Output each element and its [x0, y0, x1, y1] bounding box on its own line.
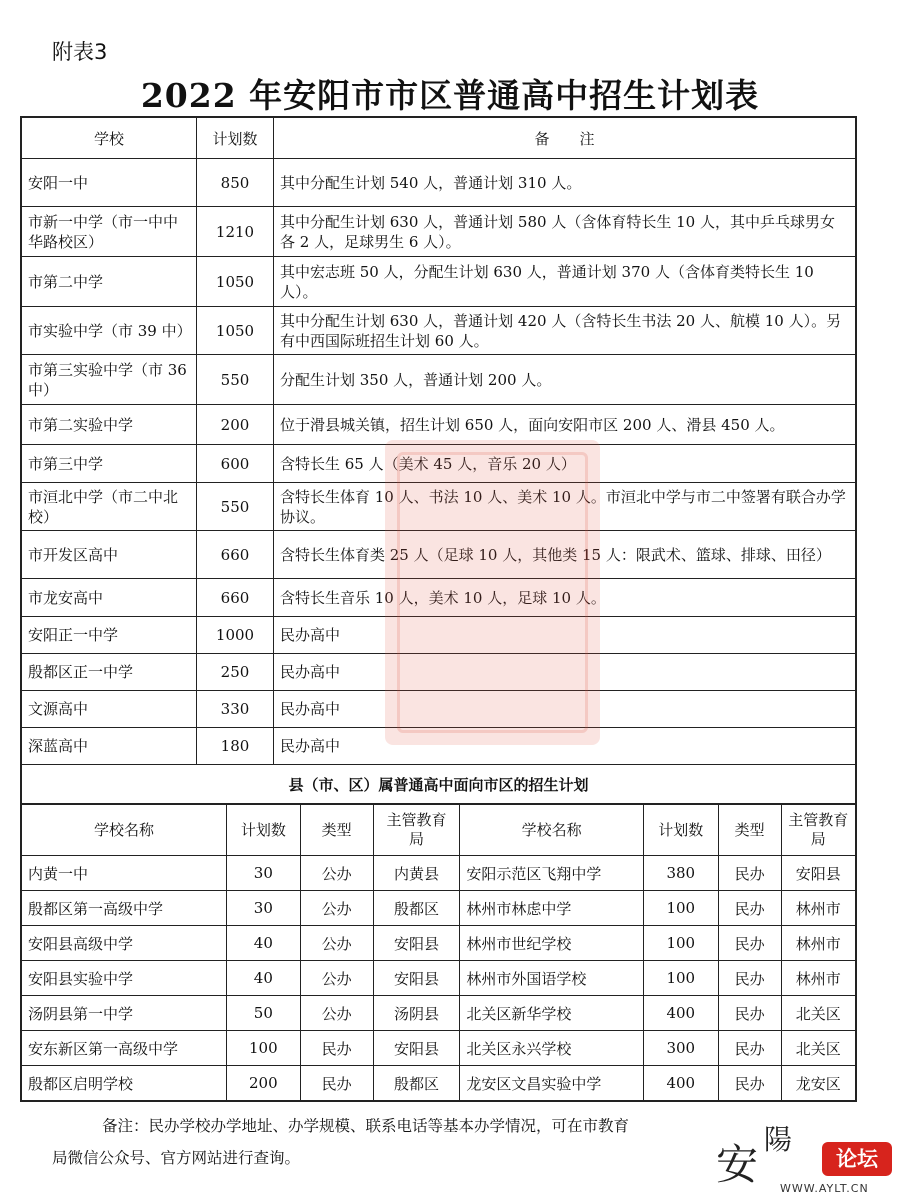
authority: 内黄县 — [373, 856, 460, 891]
plan-count: 660 — [197, 531, 274, 579]
table-row — [21, 1031, 856, 1066]
authority: 林州市 — [781, 926, 856, 961]
header-plan: 计划数 — [197, 117, 274, 159]
plan-count: 600 — [197, 445, 274, 483]
note: 分配生计划 350 人，普通计划 200 人。 — [274, 355, 857, 405]
plan-count: 1050 — [197, 307, 274, 355]
note: 含特长生 65 人（美术 45 人，音乐 20 人） — [274, 445, 857, 483]
section-title-row — [21, 765, 856, 805]
table-row — [21, 926, 856, 961]
table-row — [21, 483, 856, 531]
plan-count: 850 — [197, 159, 274, 207]
footer-line-2: 局微信公众号、官方网站进行查询。 — [52, 1149, 301, 1167]
school-type: 公办 — [300, 856, 373, 891]
plan-count: 1000 — [197, 617, 274, 654]
table-row — [21, 445, 856, 483]
note: 其中分配生计划 630 人，普通计划 580 人（含体育特长生 10 人，其中乒乓球男女各 2 人，足球男生 6 人）。 — [274, 207, 857, 257]
school-name: 安阳示范区飞翔中学 — [460, 856, 643, 891]
header-school-name-2: 学校名称 — [460, 805, 643, 856]
table-row — [21, 159, 856, 207]
school-name: 市新一中学（市一中中华路校区） — [21, 207, 197, 257]
authority: 殷都区 — [373, 1066, 460, 1102]
school-name: 深蓝高中 — [21, 728, 197, 765]
header-plan: 计划数 — [226, 805, 300, 856]
table-row — [21, 961, 856, 996]
plan-count: 250 — [197, 654, 274, 691]
section-title: 县（市、区）属普通高中面向市区的招生计划 — [21, 765, 856, 805]
school-type: 民办 — [718, 1031, 781, 1066]
plan-count: 100 — [643, 961, 718, 996]
plan-count: 330 — [197, 691, 274, 728]
school-type: 民办 — [718, 996, 781, 1031]
school-type: 公办 — [300, 926, 373, 961]
school-name: 市第二实验中学 — [21, 405, 197, 445]
table-row — [21, 307, 856, 355]
school-name: 安阳正一中学 — [21, 617, 197, 654]
plan-count: 40 — [226, 961, 300, 996]
plan-table-county — [20, 804, 857, 1102]
page-title: 2022 年安阳市市区普通高中招生计划表 — [140, 76, 760, 115]
school-name: 北关区新华学校 — [460, 996, 643, 1031]
watermark-url: WWW.AYLT.CN — [780, 1182, 869, 1195]
school-name: 市第二中学 — [21, 257, 197, 307]
watermark-forum-badge: 论坛 — [822, 1142, 892, 1176]
school-name: 北关区永兴学校 — [460, 1031, 643, 1066]
school-type: 公办 — [300, 961, 373, 996]
table-row — [21, 1066, 856, 1102]
school-name: 安东新区第一高级中学 — [21, 1031, 226, 1066]
school-name: 市开发区高中 — [21, 531, 197, 579]
header-plan-2: 计划数 — [643, 805, 718, 856]
plan-count: 200 — [197, 405, 274, 445]
header-authority: 主管教育局 — [373, 805, 460, 856]
school-type: 民办 — [300, 1066, 373, 1102]
school-name: 市实验中学（市 39 中） — [21, 307, 197, 355]
note: 其中分配生计划 540 人，普通计划 310 人。 — [274, 159, 857, 207]
header-school: 学校 — [21, 117, 197, 159]
plan-count: 200 — [226, 1066, 300, 1102]
table-header-row — [21, 805, 856, 856]
table-row — [21, 405, 856, 445]
table-row — [21, 856, 856, 891]
table-row — [21, 355, 856, 405]
table-row — [21, 691, 856, 728]
header-type-2: 类型 — [718, 805, 781, 856]
annex-label: 附表3 — [52, 40, 108, 64]
footer-line-1: 备注：民办学校办学地址、办学规模、联系电话等基本办学情况，可在市教育 — [102, 1117, 630, 1135]
note: 含特长生音乐 10 人，美术 10 人，足球 10 人。 — [274, 579, 857, 617]
school-name: 林州市林虑中学 — [460, 891, 643, 926]
plan-count: 1210 — [197, 207, 274, 257]
note: 含特长生体育 10 人、书法 10 人、美术 10 人。市洹北中学与市二中签署有联合办学协议。 — [274, 483, 857, 531]
school-name: 殷都区启明学校 — [21, 1066, 226, 1102]
school-name: 殷都区第一高级中学 — [21, 891, 226, 926]
school-type: 公办 — [300, 996, 373, 1031]
school-type: 民办 — [718, 961, 781, 996]
header-authority-2: 主管教育局 — [781, 805, 856, 856]
authority: 龙安区 — [781, 1066, 856, 1102]
table-header-row — [21, 117, 856, 159]
school-name: 市龙安高中 — [21, 579, 197, 617]
plan-count: 380 — [643, 856, 718, 891]
school-name: 汤阴县第一中学 — [21, 996, 226, 1031]
watermark-char-an: 安 — [716, 1140, 759, 1189]
school-type: 民办 — [718, 1066, 781, 1102]
authority: 安阳县 — [781, 856, 856, 891]
authority: 汤阴县 — [373, 996, 460, 1031]
header-note: 备 注 — [274, 117, 857, 159]
table-row — [21, 891, 856, 926]
note: 民办高中 — [274, 654, 857, 691]
table-row — [21, 257, 856, 307]
note: 民办高中 — [274, 691, 857, 728]
header-type: 类型 — [300, 805, 373, 856]
school-type: 民办 — [718, 926, 781, 961]
plan-count: 30 — [226, 856, 300, 891]
school-name: 市第三中学 — [21, 445, 197, 483]
authority: 林州市 — [781, 961, 856, 996]
school-type: 民办 — [300, 1031, 373, 1066]
school-name: 安阳县高级中学 — [21, 926, 226, 961]
plan-table-city — [20, 116, 857, 805]
school-type: 民办 — [718, 891, 781, 926]
table-row — [21, 579, 856, 617]
school-name: 龙安区文昌实验中学 — [460, 1066, 643, 1102]
authority: 殷都区 — [373, 891, 460, 926]
authority: 安阳县 — [373, 961, 460, 996]
school-name: 安阳一中 — [21, 159, 197, 207]
authority: 安阳县 — [373, 926, 460, 961]
plan-count: 1050 — [197, 257, 274, 307]
school-name: 安阳县实验中学 — [21, 961, 226, 996]
plan-count: 550 — [197, 355, 274, 405]
table-row — [21, 531, 856, 579]
authority: 北关区 — [781, 996, 856, 1031]
note: 其中分配生计划 630 人，普通计划 420 人（含特长生书法 20 人、航模 10 人）。另有中西国际班招生计划 60 人。 — [274, 307, 857, 355]
plan-count: 400 — [643, 1066, 718, 1102]
plan-count: 30 — [226, 891, 300, 926]
note: 其中宏志班 50 人，分配生计划 630 人，普通计划 370 人（含体育类特长生 10 人）。 — [274, 257, 857, 307]
plan-count: 100 — [643, 926, 718, 961]
authority: 北关区 — [781, 1031, 856, 1066]
plan-count: 100 — [643, 891, 718, 926]
plan-count: 50 — [226, 996, 300, 1031]
school-name: 文源高中 — [21, 691, 197, 728]
school-name: 内黄一中 — [21, 856, 226, 891]
note: 民办高中 — [274, 617, 857, 654]
school-name: 林州市世纪学校 — [460, 926, 643, 961]
table-row — [21, 207, 856, 257]
plan-count: 40 — [226, 926, 300, 961]
authority: 安阳县 — [373, 1031, 460, 1066]
note: 民办高中 — [274, 728, 857, 765]
watermark-char-yang: 陽 — [764, 1123, 793, 1156]
plan-count: 180 — [197, 728, 274, 765]
note: 位于滑县城关镇，招生计划 650 人，面向安阳市区 200 人、滑县 450 人。 — [274, 405, 857, 445]
forum-watermark — [708, 1118, 898, 1198]
school-name: 市洹北中学（市二中北校） — [21, 483, 197, 531]
plan-count: 100 — [226, 1031, 300, 1066]
table-row — [21, 654, 856, 691]
plan-count: 400 — [643, 996, 718, 1031]
plan-count: 660 — [197, 579, 274, 617]
school-type: 公办 — [300, 891, 373, 926]
plan-count: 550 — [197, 483, 274, 531]
school-name: 殷都区正一中学 — [21, 654, 197, 691]
header-school-name: 学校名称 — [21, 805, 226, 856]
school-type: 民办 — [718, 856, 781, 891]
school-name: 市第三实验中学（市 36 中） — [21, 355, 197, 405]
table-row — [21, 728, 856, 765]
authority: 林州市 — [781, 891, 856, 926]
plan-count: 300 — [643, 1031, 718, 1066]
table-row — [21, 617, 856, 654]
school-name: 林州市外国语学校 — [460, 961, 643, 996]
table-row — [21, 996, 856, 1031]
note: 含特长生体育类 25 人（足球 10 人，其他类 15 人：限武术、篮球、排球、田径） — [274, 531, 857, 579]
